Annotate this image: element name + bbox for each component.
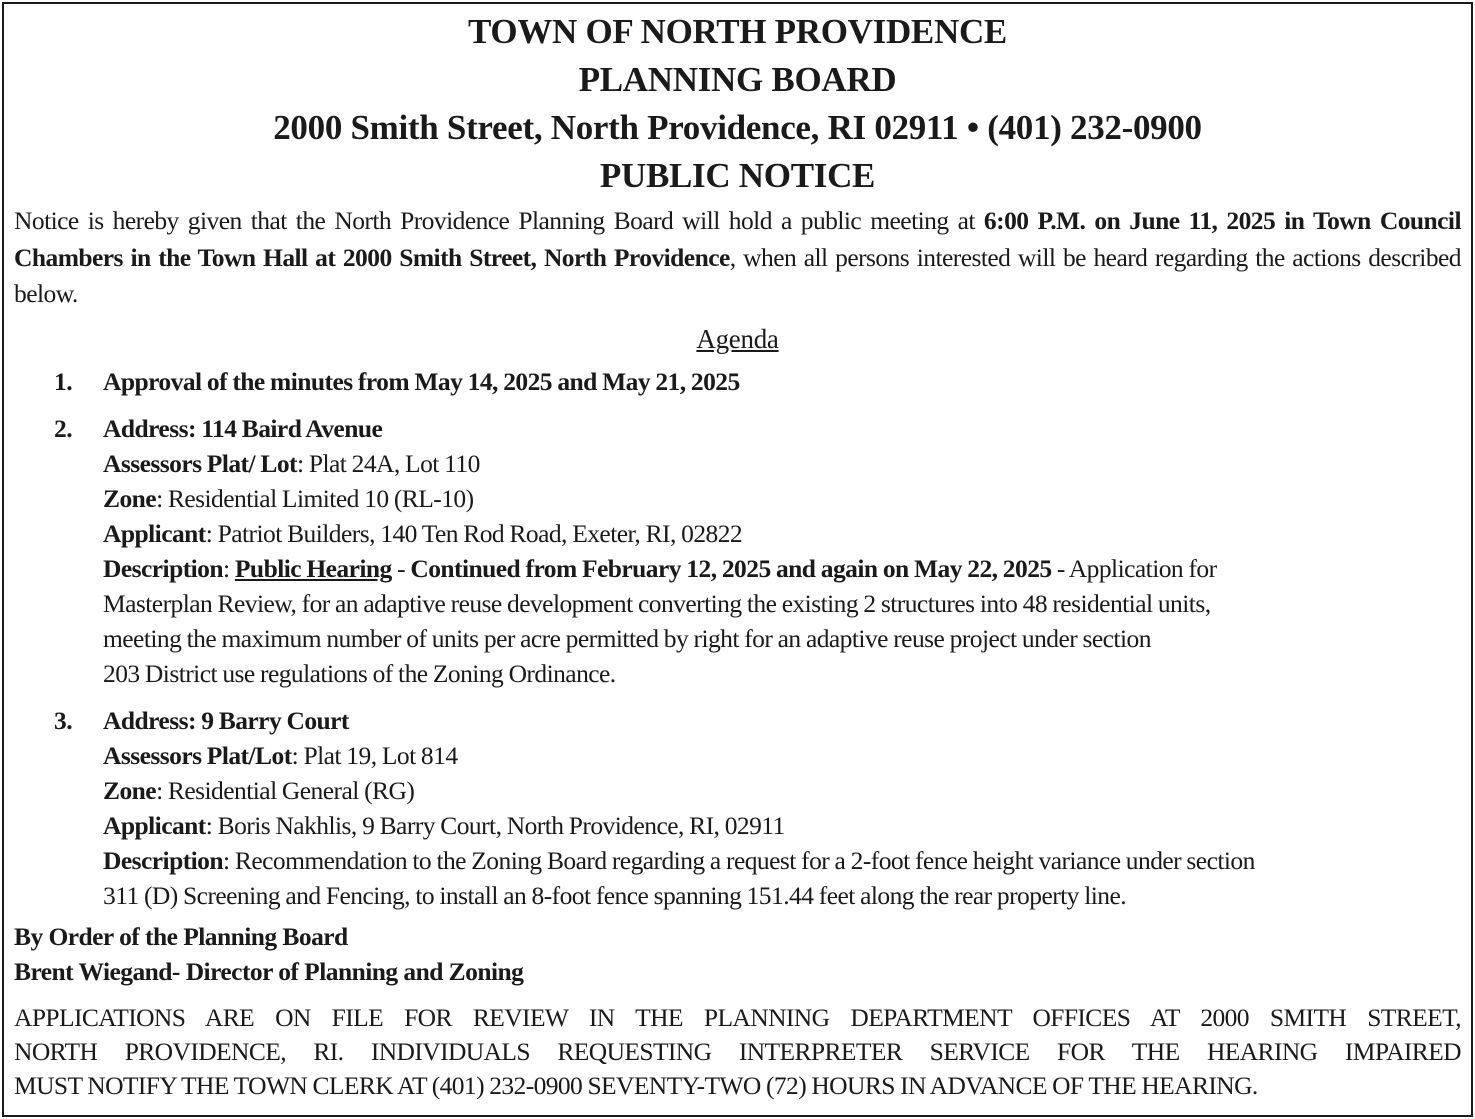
intro-text-b: , when all persons interested will be heard regarding the actions described below. <box>14 242 1461 308</box>
signature-block <box>14 919 1461 989</box>
agenda-item-3 <box>4 703 1471 913</box>
applicant-row <box>103 808 1471 843</box>
public-hearing-label: Public Hearing <box>234 553 392 583</box>
town-name: TOWN OF NORTH PROVIDENCE <box>468 12 1007 51</box>
agenda-item-number: 1. <box>54 366 73 396</box>
agenda-item-number: 3. <box>54 705 73 735</box>
agenda-item-title: Address: 9 Barry Court <box>103 705 349 735</box>
zone-value: : Residential General (RG) <box>156 775 415 805</box>
signature-order: By Order of the Planning Board <box>14 921 348 951</box>
footer-notice <box>14 1001 1461 1103</box>
plat-lot-row <box>103 446 1471 481</box>
applicant-value: : Patriot Builders, 140 Ten Rod Road, Exeter, RI, 02822 <box>205 518 743 548</box>
footer-line: APPLICATIONS ARE ON FILE FOR REVIEW IN THE PLANNING DEPARTMENT OFFICES AT 2000 SMITH STREET, <box>14 1002 1461 1032</box>
agenda-item-number: 2. <box>54 413 73 443</box>
zone-label: Zone <box>103 775 157 805</box>
applicant-label: Applicant <box>103 518 206 548</box>
description-text-line: 203 District use regulations of the Zoning Ordinance. <box>103 658 616 688</box>
signature-director: Brent Wiegand- Director of Planning and Zoning <box>14 956 524 986</box>
footer-line: NORTH PROVIDENCE, RI. INDIVIDUALS REQUESTING INTERPRETER SERVICE FOR THE HEARING IMPAIRED <box>14 1036 1461 1066</box>
agenda-item-title: Address: 114 Baird Avenue <box>103 413 383 443</box>
agenda-item-1 <box>4 364 1471 399</box>
description-text-line: 311 (D) Screening and Fencing, to install an 8-foot fence spanning 151.44 feet along the rear property line. <box>103 880 1127 910</box>
board-name: PLANNING BOARD <box>578 60 897 99</box>
applicant-label: Applicant <box>103 810 206 840</box>
notice-title: PUBLIC NOTICE <box>599 156 876 195</box>
zone-row <box>103 773 1471 808</box>
plat-lot-value: : Plat 24A, Lot 110 <box>296 448 480 478</box>
plat-lot-label: Assessors Plat/ Lot <box>103 448 297 478</box>
description-row <box>103 551 1471 586</box>
plat-lot-value: : Plat 19, Lot 814 <box>291 740 458 770</box>
description-text-line: Masterplan Review, for an adaptive reuse development converting the existing 2 structures into 48 residential units, <box>103 588 1211 618</box>
intro-paragraph <box>14 203 1461 313</box>
description-dash: - <box>391 553 411 583</box>
agenda-item-2 <box>4 411 1471 691</box>
description-text-line: meeting the maximum number of units per acre permitted by right for an adaptive reuse project under section <box>103 623 1151 653</box>
plat-lot-row <box>103 738 1471 773</box>
description-colon: : <box>223 553 235 583</box>
applicant-value: : Boris Nakhlis, 9 Barry Court, North Providence, RI, 02911 <box>205 810 785 840</box>
zone-value: : Residential Limited 10 (RL-10) <box>156 483 474 513</box>
intro-meeting-details: 6:00 P.M. on June 11, 2025 in Town Council Chambers in the Town Hall at 2000 Smith Street, North Providence <box>14 206 1461 272</box>
agenda-list <box>4 364 1471 913</box>
description-text: - Application for <box>1051 553 1217 583</box>
zone-row <box>103 481 1471 516</box>
intro-text-a: Notice is hereby given that the North Providence Planning Board will hold a public meeting at <box>14 206 984 235</box>
description-text: : Recommendation to the Zoning Board regarding a request for a 2-foot fence height variance under section <box>223 845 1255 875</box>
plat-lot-label: Assessors Plat/Lot <box>103 740 292 770</box>
footer-line: MUST NOTIFY THE TOWN CLERK AT (401) 232-0900 SEVENTY-TWO (72) HOURS IN ADVANCE OF THE HEARING. <box>14 1070 1258 1100</box>
applicant-row <box>103 516 1471 551</box>
continued-dates: Continued from February 12, 2025 and again on May 22, 2025 <box>410 553 1052 583</box>
agenda-item-title: Approval of the minutes from May 14, 2025 and May 21, 2025 <box>103 366 740 396</box>
description-label: Description <box>103 845 224 875</box>
description-label: Description <box>103 553 224 583</box>
public-notice <box>2 2 1473 1117</box>
agenda-heading: Agenda <box>696 323 779 354</box>
zone-label: Zone <box>103 483 157 513</box>
address-phone: 2000 Smith Street, North Providence, RI 02911 • (401) 232-0900 <box>273 108 1202 147</box>
description-row <box>103 843 1471 878</box>
